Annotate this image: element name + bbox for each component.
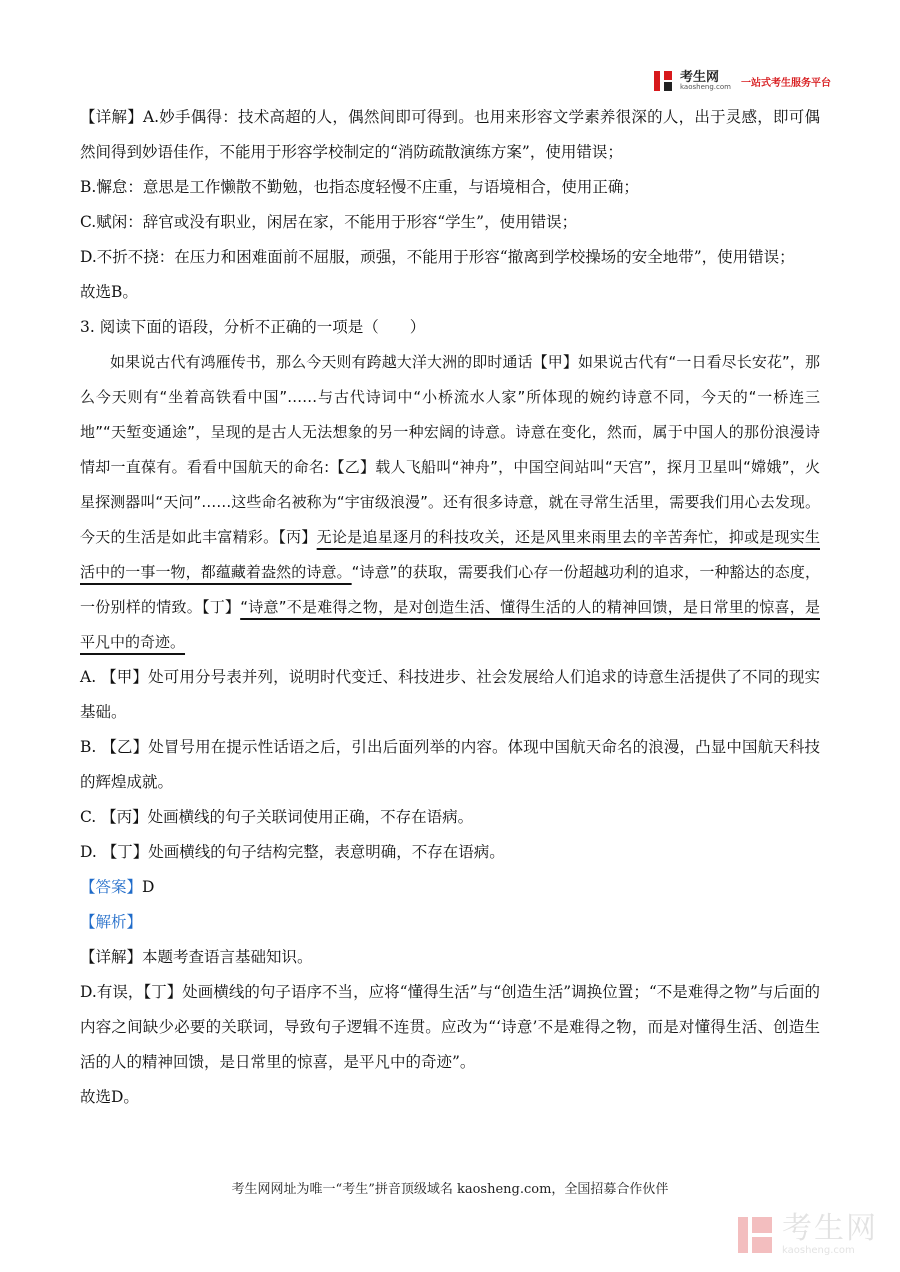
- document-body: [80, 100, 820, 1115]
- watermark-logo-icon: [736, 1215, 776, 1255]
- detail-intro: 【详解】本题考查语言基础知识。: [80, 948, 313, 966]
- analysis-tag: 【解析】: [80, 913, 143, 931]
- logo-domain: kaosheng.com: [680, 83, 731, 91]
- passage-part1: 如果说古代有鸿雁传书，那么今天则有跨越大洋大洲的即时通话【甲】如果说古代有“一日看尽长安花”，那么今天则有“坐着高铁看中国”……与古代诗词中“小桥流水人家”所体现的婉约诗意不同，今天的“一桥连三地”“天堑变通途”，呈现的是古人无法想象的另一种宏阔的诗意。诗意在变化，然而，属于中国人的那份浪漫诗情却一直葆有。看看中国航天的命名:【乙】载人飞船叫“神舟”，中国空间站叫“天宫”，探月卫星叫“嫦娥”，火星探测器叫“天问”……这些命名被称为“宇宙级浪漫”。还有很多诗意，就在寻常生活里，需要我们用心去发现。今天的生活是如此丰富精彩。【丙】: [80, 353, 820, 546]
- option-b: B. 【乙】处冒号用在提示性话语之后，引出后面列举的内容。体现中国航天命名的浪漫，凸显中国航天科技的辉煌成就。: [80, 738, 820, 791]
- passage-part2: “诗意”的获取，需要我们心存一份超越功利的追求，一种豁达的态度，一份别样的情致。【丁】: [80, 563, 820, 616]
- answer-conclusion: 故选D。: [80, 1088, 139, 1106]
- logo-name: 考生网: [680, 70, 720, 85]
- answer-value: D: [142, 878, 155, 896]
- logo-slogan: 一站式考生服务平台: [740, 77, 831, 89]
- option-d: D. 【丁】处画横线的句子结构完整，表意明确，不存在语病。: [80, 843, 505, 861]
- logo-text: [680, 71, 731, 91]
- reading-passage: [80, 345, 820, 660]
- analysis-conclusion: 故选B。: [80, 283, 138, 301]
- watermark-domain: kaosheng.com: [782, 1245, 855, 1256]
- watermark-name: 考生网: [782, 1211, 878, 1246]
- question-stem: 3. 阅读下面的语段，分析不正确的一项是（ ）: [80, 318, 426, 336]
- detail-body: D.有误，【丁】处画横线的句子语序不当，应将“懂得生活”与“创造生活”调换位置；“不是难得之物”与后面的内容之间缺少必要的关联词，导致句子逻辑不连贯。应改为“‘诗意’不是难得之物，而是对懂得生活、创造生活的人的精神回馈，是日常里的惊喜，是平凡中的奇迹”。: [80, 983, 820, 1071]
- analysis-option-b: B.懈怠：意思是工作懒散不勤勉，也指态度轻慢不庄重，与语境相合，使用正确；: [80, 178, 639, 196]
- watermark-text: [782, 1211, 878, 1256]
- passage-underline-bing: 无论是追星逐月的科技攻关，还是风里来雨里去的辛苦奔忙，抑或是现实生活中的一事一物，都蕴藏着盎然的诗意。: [80, 528, 820, 581]
- footer-text: 考生网网址为唯一“考生”拼音顶级域名 kaosheng.com，全国招募合作伙伴: [231, 1182, 669, 1197]
- kaosheng-logo-icon: [652, 70, 674, 92]
- analysis-option-d: D.不折不挠：在压力和困难面前不屈服，顽强，不能用于形容“撤离到学校操场的安全地带”，使用错误；: [80, 248, 795, 266]
- passage-underline-ding: “诗意”不是难得之物，是对创造生活、懂得生活的人的精神回馈，是日常里的惊喜，是平凡中的奇迹。: [80, 598, 820, 651]
- option-c: C. 【丙】处画横线的句子关联词使用正确，不存在语病。: [80, 808, 474, 826]
- watermark: [736, 1211, 878, 1256]
- answer-line: [80, 870, 820, 905]
- option-a: A. 【甲】处可用分号表并列，说明时代变迁、科技进步、社会发展给人们追求的诗意生活提供了不同的现实基础。: [80, 668, 820, 721]
- analysis-option-c: C.赋闲：辞官或没有职业，闲居在家，不能用于形容“学生”，使用错误；: [80, 213, 578, 231]
- answer-tag: 【答案】: [80, 878, 143, 896]
- header-logo: [652, 70, 831, 92]
- analysis-option-a: 【详解】A.妙手偶得：技术高超的人，偶然间即可得到。也用来形容文学素养很深的人，出于灵感，即可偶然间得到妙语佳作，不能用于形容学校制定的“消防疏散演练方案”，使用错误；: [80, 108, 820, 161]
